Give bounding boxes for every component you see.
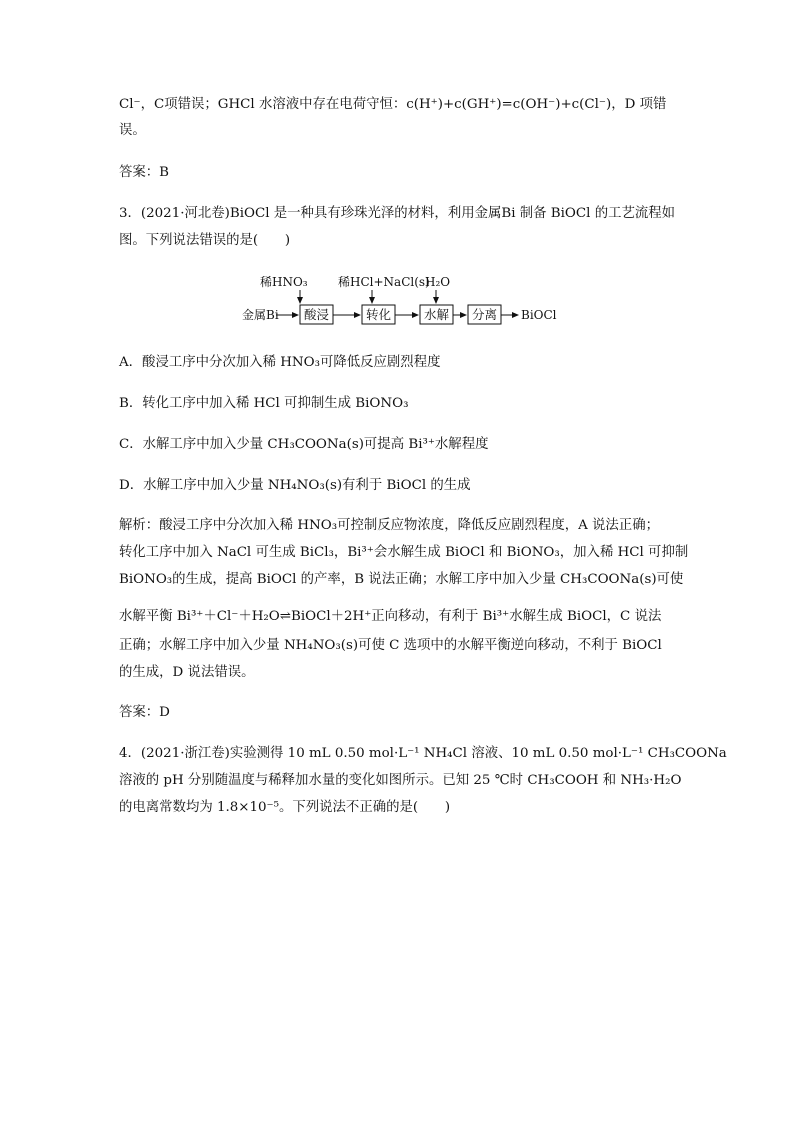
analysis-line-6: 的生成，D 说法错误。 (119, 665, 255, 680)
reagent-h2o: H₂O (425, 275, 451, 289)
analysis-line-5: 正确；水解工序中加入少量 NH₄NO₃(s)可使 C 选项中的水解平衡逆向移动，不利于 BiOCl (119, 638, 662, 653)
answer-value: B (159, 165, 170, 180)
option-b: B．转化工序中加入稀 HCl 可抑制生成 BiONO₃ (119, 396, 409, 411)
q4-line-1: 4．(2021·浙江卷)实验测得 10 mL 0.50 mol·L⁻¹ NH₄Cl 溶液、10 mL 0.50 mol·L⁻¹ CH₃COONa (119, 746, 727, 761)
option-a: A．酸浸工序中分次加入稀 HNO₃可降低反应剧烈程度 (119, 355, 441, 370)
step-label-4: 分离 (472, 307, 498, 322)
q3-stem-line-1: 3．(2021·河北卷)BiOCl 是一种具有珍珠光泽的材料，利用金属Bi 制备 BiOCl 的工艺流程如 (119, 206, 676, 221)
reagent-hno3: 稀HNO₃ (260, 275, 308, 289)
q4-line-3: 的电离常数均为 1.8×10⁻⁵。下列说法不正确的是( ) (119, 800, 451, 815)
analysis-line-2: 转化工序中加入 NaCl 可生成 BiCl₃，Bi³⁺会水解生成 BiOCl 和 BiONO₃，加入稀 HCl 可抑制 (119, 545, 689, 560)
analysis-line-1 (119, 517, 659, 535)
q3-stem-line-2: 图。下列说法错误的是( ) (119, 233, 291, 248)
step-label-3: 水解 (424, 307, 450, 322)
analysis-text-1: 酸浸工序中分次加入稀 HNO₃可控制反应物浓度，降低反应剧烈程度，A 说法正确； (159, 518, 659, 533)
option-c: C．水解工序中加入少量 CH₃COONa(s)可提高 Bi³⁺水解程度 (119, 437, 489, 452)
q4-line-2: 溶液的 pH 分别随温度与稀释加水量的变化如图所示。已知 25 ℃时 CH₃COOH 和 NH₃·H₂O (119, 773, 682, 788)
option-d: D．水解工序中加入少量 NH₄NO₃(s)有利于 BiOCl 的生成 (119, 478, 471, 493)
flow-svg (242, 272, 562, 332)
answer-label: 答案： (119, 165, 160, 180)
q2-answer (119, 164, 169, 182)
answer-value: D (159, 705, 170, 720)
step-label-1: 酸浸 (304, 307, 330, 322)
intro-line-1: Cl⁻，C项错误；GHCl 水溶液中存在电荷守恒：c(H⁺)+c(GH⁺)=c(OH⁻)+c(Cl⁻)，D 项错 (119, 97, 667, 112)
reagent-hcl-nacl: 稀HCl+NaCl(s) (338, 275, 430, 289)
analysis-line-3: BiONO₃的生成，提高 BiOCl 的产率，B 说法正确；水解工序中加入少量 CH₃COONa(s)可使 (119, 572, 684, 587)
analysis-line-4: 水解平衡 Bi³⁺＋Cl⁻＋H₂O⇌BiOCl＋2H⁺正向移动，有利于 Bi³⁺水解生成 BiOCl，C 说法 (119, 609, 662, 624)
step-label-2: 转化 (366, 307, 392, 322)
intro-line-2: 误。 (119, 123, 146, 138)
flow-start: 金属Bi (242, 308, 279, 322)
q3-answer (119, 704, 170, 722)
analysis-label: 解析： (119, 518, 160, 533)
flow-end: BiOCl (521, 308, 557, 322)
process-flow-diagram (242, 272, 562, 336)
answer-label: 答案： (119, 705, 160, 720)
